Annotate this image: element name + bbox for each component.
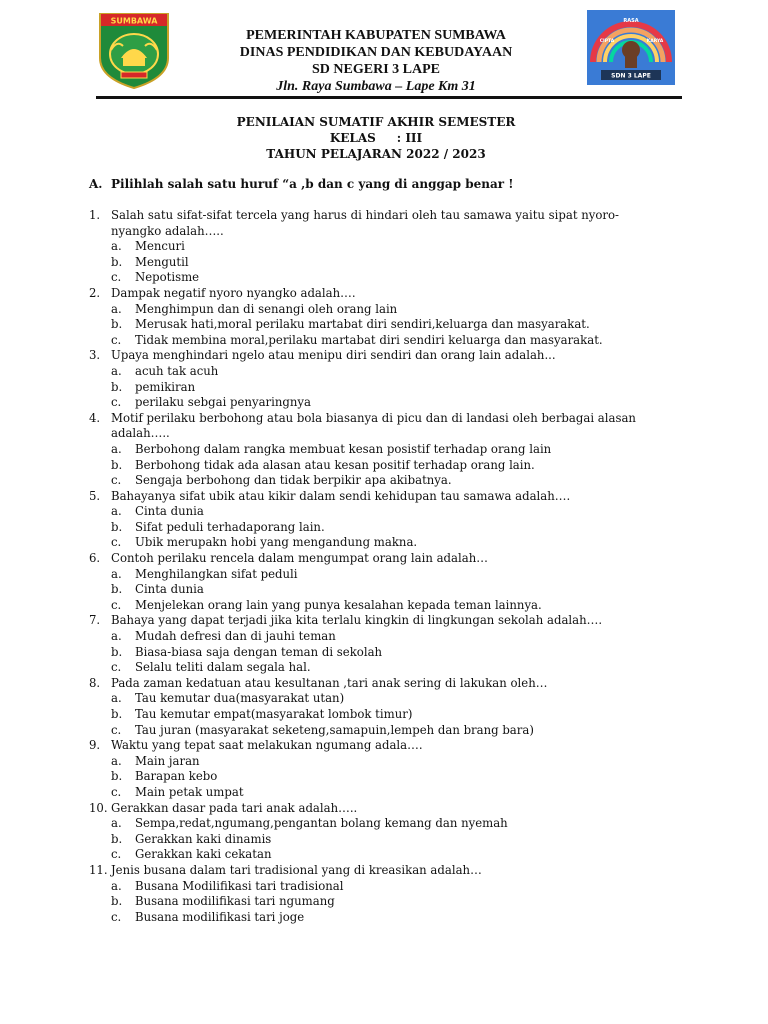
- option-letter: a.: [111, 239, 122, 254]
- option-text: Sengaja berbohong dan tidak berpikir apa akibatnya.: [135, 473, 452, 488]
- option-letter: c.: [111, 395, 122, 410]
- letterhead: [176, 27, 576, 95]
- question-number: 4.: [89, 410, 101, 425]
- question-item: [89, 738, 649, 800]
- option-text: Nepotisme: [135, 270, 200, 285]
- option-letter: c.: [111, 722, 122, 737]
- question-number: 10.: [89, 800, 108, 815]
- option-text: Tau kemutar dua(masyarakat utan): [135, 691, 345, 706]
- answer-option: [111, 535, 649, 551]
- option-text: Mudah defresi dan di jauhi teman: [135, 629, 336, 644]
- letterhead-line-1: PEMERINTAH KABUPATEN SUMBAWA: [246, 28, 506, 43]
- option-letter: a.: [111, 441, 122, 456]
- answer-option: [111, 504, 649, 520]
- answer-option: [111, 894, 649, 910]
- question-text: Motif perilaku berbohong atau bola biasanya di picu dan di landasi oleh berbagai alasan: [111, 410, 636, 425]
- option-letter: b.: [111, 254, 123, 269]
- question-number: 8.: [89, 675, 101, 690]
- answer-option: [111, 707, 649, 723]
- question-number: 6.: [89, 551, 101, 566]
- logo-left-label: SUMBAWA: [110, 16, 158, 26]
- option-text: Gerakkan kaki dinamis: [135, 831, 272, 846]
- answer-option: [111, 691, 649, 707]
- question-number: 1.: [89, 208, 101, 222]
- option-text: Busana modilifikasi tari ngumang: [135, 894, 335, 909]
- option-letter: a.: [111, 816, 122, 831]
- answer-option: [111, 333, 649, 349]
- option-text: Berbohong dalam rangka membuat kesan posistif terhadap orang lain: [135, 441, 552, 456]
- school-logo: [587, 10, 675, 85]
- option-letter: a.: [111, 691, 122, 706]
- answer-option: [111, 769, 649, 785]
- answer-option: [111, 910, 649, 926]
- option-letter: a.: [111, 753, 122, 768]
- option-letter: c.: [111, 535, 122, 550]
- answer-option: [111, 582, 649, 598]
- option-text: Tau kemutar empat(masyarakat lombok timur): [135, 707, 413, 721]
- question-text: Waktu yang tepat saat melakukan ngumang adala….: [111, 738, 423, 753]
- letterhead-line-3: SD NEGERI 3 LAPE: [312, 62, 440, 77]
- option-letter: b.: [111, 644, 123, 659]
- option-text: Mencuri: [135, 239, 185, 254]
- logo-right-word-2: CIPTA: [599, 39, 615, 44]
- option-letter: c.: [111, 597, 122, 612]
- answer-option: [111, 364, 649, 380]
- option-letter: b.: [111, 707, 123, 721]
- question-text: Contoh perilaku rencela dalam mengumpat orang lain adalah…: [111, 551, 488, 566]
- answer-option: [111, 629, 649, 645]
- option-letter: c.: [111, 270, 122, 285]
- question-item: [89, 613, 649, 675]
- option-text: Cinta dunia: [135, 582, 204, 597]
- option-text: Main petak umpat: [135, 784, 244, 799]
- answer-option: [111, 723, 649, 739]
- option-letter: c.: [111, 847, 122, 862]
- question-item: [89, 489, 649, 551]
- question-number: 3.: [89, 348, 101, 363]
- option-text: Menjelekan orang lain yang punya kesalahan kepada teman lainnya.: [135, 597, 542, 612]
- exam-heading: [176, 114, 576, 162]
- logo-right-label: SDN 3 LAPE: [611, 72, 651, 80]
- school-emblem-icon: [587, 10, 675, 85]
- question-text: Dampak negatif nyoro nyangko adalah….: [111, 285, 356, 300]
- answer-option: [111, 442, 649, 458]
- option-letter: a.: [111, 629, 122, 644]
- option-text: Barapan kebo: [135, 769, 218, 784]
- option-text: Cinta dunia: [135, 504, 204, 519]
- option-text: Biasa-biasa saja dengan teman di sekolah: [135, 644, 383, 659]
- exam-class: KELAS : III: [329, 131, 423, 145]
- option-text: Selalu teliti dalam segala hal.: [135, 660, 311, 675]
- answer-option: [111, 473, 649, 489]
- option-letter: b.: [111, 317, 123, 332]
- answer-option: [111, 270, 649, 286]
- answer-option: [111, 598, 649, 614]
- option-letter: b.: [111, 457, 123, 472]
- option-text: Ubik merupakn hobi yang mengandung makna.: [135, 535, 418, 550]
- question-number: 5.: [89, 488, 101, 503]
- answer-option: [111, 832, 649, 848]
- answer-option: [111, 302, 649, 318]
- option-letter: c.: [111, 473, 122, 488]
- question-text: Upaya menghindari ngelo atau menipu diri sendiri dan orang lain adalah...: [111, 348, 556, 363]
- answer-option: [111, 395, 649, 411]
- option-text: pemikiran: [135, 379, 196, 394]
- answer-option: [111, 380, 649, 396]
- option-letter: b.: [111, 831, 123, 846]
- option-text: Berbohong tidak ada alasan atau kesan positif terhadap orang lain.: [135, 457, 535, 472]
- answer-option: [111, 660, 649, 676]
- option-text: Menghimpun dan di senangi oleh orang lain: [135, 301, 398, 316]
- option-text: Menghilangkan sifat peduli: [135, 566, 298, 581]
- option-text: perilaku sebgai penyaringnya: [135, 395, 311, 410]
- logo-right-word-3: KARYA: [646, 39, 664, 44]
- option-letter: b.: [111, 519, 123, 534]
- answer-option: [111, 847, 649, 863]
- answer-option: [111, 317, 649, 333]
- option-letter: a.: [111, 301, 122, 316]
- option-text: Busana Modilifikasi tari tradisional: [135, 878, 344, 893]
- answer-option: [111, 567, 649, 583]
- option-letter: b.: [111, 582, 123, 597]
- option-letter: a.: [111, 878, 122, 893]
- option-letter: a.: [111, 504, 122, 519]
- question-list: [89, 208, 649, 925]
- letterhead-address: Jln. Raya Sumbawa – Lape Km 31: [276, 79, 476, 94]
- exam-year: TAHUN PELAJARAN 2022 / 2023: [266, 147, 486, 161]
- question-text: Gerakkan dasar pada tari anak adalah…..: [111, 800, 358, 815]
- question-item: [89, 286, 649, 348]
- question-text: Bahaya yang dapat terjadi jika kita terlalu kingkin di lingkungan sekolah adalah….: [111, 613, 603, 628]
- option-letter: c.: [111, 660, 122, 675]
- option-letter: a.: [111, 566, 122, 581]
- option-letter: b.: [111, 379, 123, 394]
- question-text: adalah…..: [111, 426, 170, 441]
- question-item: [89, 801, 649, 863]
- option-letter: c.: [111, 784, 122, 799]
- question-item: [89, 551, 649, 613]
- question-item: [89, 348, 649, 410]
- answer-option: [111, 458, 649, 474]
- answer-option: [111, 255, 649, 271]
- section-label: A.: [89, 177, 103, 191]
- answer-option: [111, 816, 649, 832]
- option-letter: c.: [111, 332, 122, 347]
- letterhead-line-2: DINAS PENDIDIKAN DAN KEBUDAYAAN: [239, 45, 513, 60]
- question-text: Jenis busana dalam tari tradisional yang di kreasikan adalah…: [111, 862, 482, 877]
- question-text: nyangko adalah…..: [111, 223, 224, 238]
- sumbawa-regency-logo: [97, 10, 171, 90]
- question-item: [89, 411, 649, 489]
- question-number: 7.: [89, 613, 101, 628]
- question-text: Salah satu sifat-sifat tercela yang harus di hindari oleh tau samawa yaitu sipat nyoro-: [111, 208, 619, 222]
- answer-option: [111, 785, 649, 801]
- answer-option: [111, 754, 649, 770]
- option-letter: b.: [111, 769, 123, 784]
- question-text: Pada zaman kedatuan atau kesultanan ,tari anak sering di lakukan oleh…: [111, 675, 548, 690]
- header-divider: [96, 96, 682, 99]
- option-letter: c.: [111, 909, 122, 924]
- option-text: Merusak hati,moral perilaku martabat diri sendiri,keluarga dan masyarakat.: [135, 317, 590, 332]
- option-text: Tau juran (masyarakat seketeng,samapuin,lempeh dan brang bara): [135, 722, 534, 737]
- instruction-text: Pilihlah salah satu huruf “a ,b dan c yang di anggap benar !: [111, 177, 514, 191]
- option-letter: b.: [111, 894, 123, 909]
- question-number: 11.: [89, 862, 108, 877]
- section-instruction: [89, 177, 513, 191]
- question-number: 2.: [89, 285, 101, 300]
- question-item: [89, 676, 649, 738]
- option-letter: a.: [111, 363, 122, 378]
- answer-option: [111, 520, 649, 536]
- question-item: [89, 863, 649, 925]
- shield-emblem-icon: [97, 10, 171, 90]
- logo-right-word-1: RASA: [623, 18, 639, 24]
- option-text: Gerakkan kaki cekatan: [135, 847, 272, 862]
- answer-option: [111, 645, 649, 661]
- question-item: [89, 208, 649, 286]
- question-text: Bahayanya sifat ubik atau kikir dalam sendi kehidupan tau samawa adalah….: [111, 488, 571, 503]
- question-number: 9.: [89, 738, 101, 753]
- option-text: Main jaran: [135, 753, 200, 768]
- option-text: Sifat peduli terhadaporang lain.: [135, 519, 325, 534]
- option-text: Sempa,redat,ngumang,pengantan bolang kemang dan nyemah: [135, 816, 508, 831]
- option-text: Tidak membina moral,perilaku martabat diri sendiri keluarga dan masyarakat.: [135, 332, 603, 347]
- option-text: Busana modilifikasi tari joge: [135, 909, 305, 924]
- answer-option: [111, 879, 649, 895]
- answer-option: [111, 239, 649, 255]
- exam-title: PENILAIAN SUMATIF AKHIR SEMESTER: [236, 115, 516, 129]
- option-text: acuh tak acuh: [135, 363, 219, 378]
- option-text: Mengutil: [135, 254, 189, 269]
